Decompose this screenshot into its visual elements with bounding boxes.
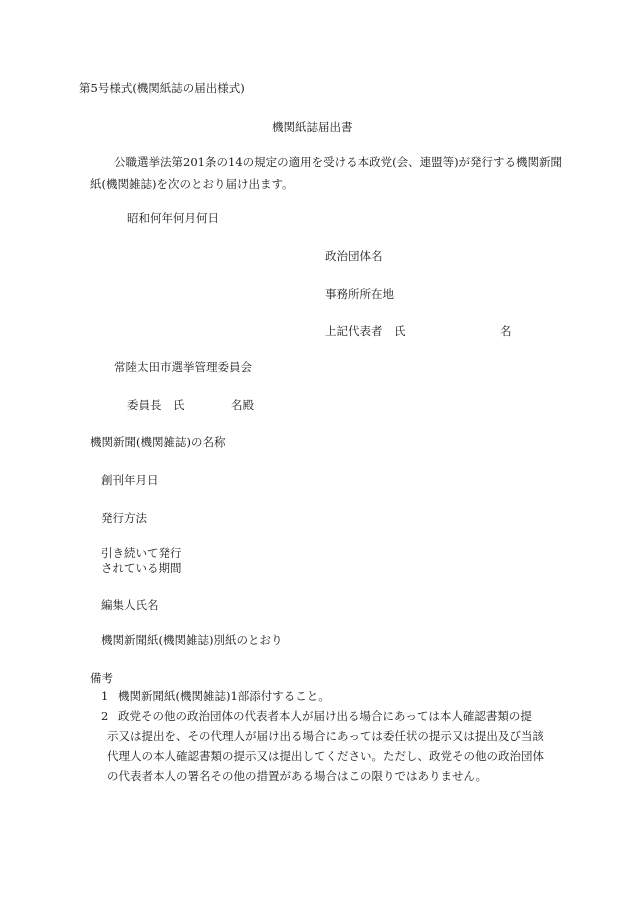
note-1-text: 機関新聞紙(機関雑誌)1部添付すること。 <box>117 689 330 703</box>
document-title: 機関紙誌届出書 <box>272 120 353 134</box>
note-2-line-4: の代表者本人の署名その他の措置がある場合はこの限りではありません。 <box>107 769 488 783</box>
note-1-number: 1 <box>101 689 109 703</box>
note-1 <box>101 686 561 706</box>
representative-label: 上記代表者 氏 <box>325 324 406 338</box>
chair-label: 委員長 氏 <box>127 398 185 412</box>
intro-line-1: 公職選挙法第201条の14の規定の適用を受ける本政党(会、連盟等)が発行する機関新聞 <box>114 155 563 169</box>
paper-name-label: 機関新聞(機関雑誌)の名称 <box>90 435 226 449</box>
submission-date: 昭和何年何月何日 <box>127 211 219 225</box>
org-name-label: 政治団体名 <box>325 249 383 263</box>
editor-name-label: 編集人氏名 <box>101 598 159 612</box>
note-2-line-2: 示又は提出を、その代理人が届け出る場合にあっては委任状の提示又は提出及び当該 <box>107 729 544 743</box>
first-issue-label: 創刊年月日 <box>101 473 159 487</box>
form-number: 第5号様式(機関紙誌の届出様式) <box>79 81 245 95</box>
enclosure-label: 機関新聞紙(機関雑誌)別紙のとおり <box>101 633 283 647</box>
representative-name-suffix: 名 <box>500 324 512 338</box>
note-2 <box>101 706 561 786</box>
note-2-number: 2 <box>101 709 109 723</box>
publishing-period-label-2: されている期間 <box>101 561 182 575</box>
publishing-period-label-1: 引き続いて発行 <box>101 546 182 560</box>
publishing-method-label: 発行方法 <box>101 511 147 525</box>
notes-heading: 備考 <box>90 671 113 685</box>
intro-paragraph <box>90 151 570 195</box>
chair-suffix: 名殿 <box>231 398 254 412</box>
addressee: 常陸太田市選挙管理委員会 <box>114 360 252 374</box>
office-address-label: 事務所所在地 <box>325 287 394 301</box>
note-2-line-3: 代理人の本人確認書類の提示又は提出してください。ただし、政党その他の政治団体 <box>107 749 544 763</box>
intro-line-2: 紙(機関雑誌)を次のとおり届け出ます。 <box>90 177 294 191</box>
note-2-line-1: 政党その他の政治団体の代表者本人が届け出る場合にあっては本人確認書類の提 <box>117 709 532 723</box>
